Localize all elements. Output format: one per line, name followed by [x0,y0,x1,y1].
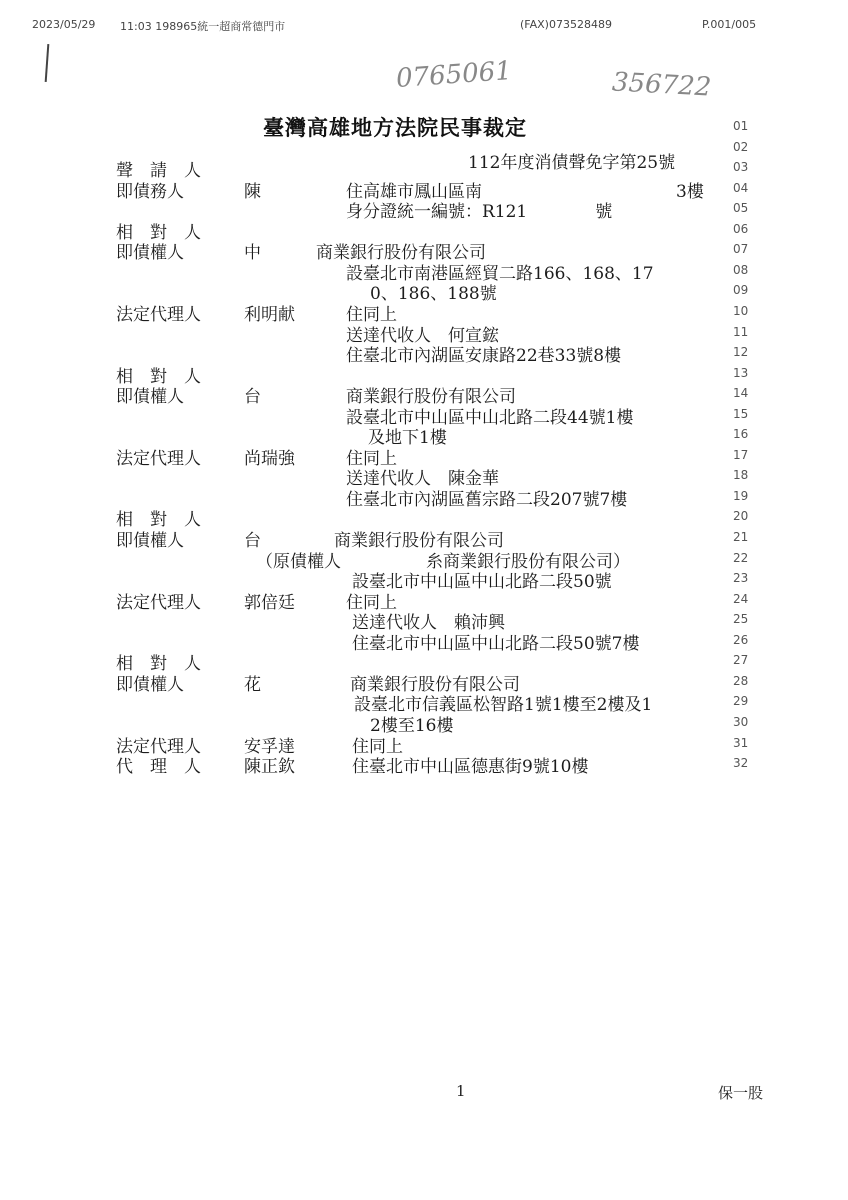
party-detail: 0、186、188號 [370,284,497,305]
fax-date: 2023/05/29 [32,18,96,31]
line-number: 03 [733,160,749,175]
party-detail-tail: 3樓 [676,181,704,202]
party-detail: 商業銀行股份有限公司 [334,531,504,551]
party-detail: 住高雄市鳳山區南 [346,181,482,202]
party-role: 即債權人 [116,531,184,551]
line-number: 19 [733,488,749,503]
party-detail: 送達代收人 陳金華 [346,469,499,490]
party-name: 安孚達 [244,736,295,757]
party-detail: 住同上 [352,736,403,757]
party-name: 台 [244,531,261,551]
party-detail: 商業銀行股份有限公司 [316,243,486,264]
party-detail: 身分證統一編號：R121 號 [346,202,613,223]
line-number: 30 [733,714,749,729]
party-detail: （原債權人 糸商業銀行股份有限公司） [256,551,630,572]
party-detail: 住同上 [346,304,397,325]
line-number: 27 [733,653,749,668]
line-number: 05 [733,201,749,216]
party-role: 即債權人 [116,674,184,695]
line-number: 15 [733,406,749,421]
party-detail: 及地下1樓 [368,428,447,449]
party-role: 相 對 人 [116,366,201,387]
case-number: 112年度消債聲免字第25號 [468,153,676,173]
party-name: 陳正欽 [244,757,295,778]
party-detail: 設臺北市中山區中山北路二段44號1樓 [346,407,634,428]
line-number: 17 [733,447,749,462]
party-name: 台 [244,387,261,408]
line-number: 16 [733,427,749,442]
line-number: 24 [733,591,749,606]
party-detail: 2樓至16樓 [370,715,454,736]
line-number: 07 [733,242,749,257]
handwritten-number-right: 356722 [611,67,712,103]
line-number: 12 [733,345,749,360]
line-number: 11 [733,324,749,339]
line-number: 01 [733,119,749,133]
party-role: 相 對 人 [116,510,201,531]
line-number: 08 [733,262,749,277]
party-name: 尚瑞強 [244,448,295,469]
fax-time-sender: 11:03 198965統一超商常德門市 [120,20,286,33]
fax-page: P.001/005 [702,18,757,31]
line-number: 13 [733,365,749,380]
party-detail: 住臺北市中山區中山北路二段50號7樓 [352,633,640,654]
line-number: 14 [733,386,749,401]
party-detail: 設臺北市南港區經貿二路166、168、17 [346,263,654,284]
party-detail: 住臺北市內湖區舊宗路二段207號7樓 [346,489,628,510]
party-name: 郭倍廷 [244,592,295,613]
party-detail: 商業銀行股份有限公司 [350,674,520,695]
party-name: 利明献 [244,304,295,325]
line-number: 25 [733,612,749,627]
line-number: 29 [733,694,749,709]
party-role: 法定代理人 [116,448,201,469]
party-detail: 住同上 [346,592,397,613]
line-number: 09 [733,283,749,298]
party-role: 法定代理人 [116,592,201,613]
party-role: 聲 請 人 [116,161,201,182]
party-role: 相 對 人 [116,654,201,675]
party-detail: 送達代收人 何宣鋐 [346,325,499,346]
party-detail: 住同上 [346,448,397,469]
party-detail: 住臺北市中山區德惠街9號10樓 [352,757,589,778]
party-role: 即債權人 [116,243,184,264]
party-detail: 住臺北市內湖區安康路22巷33號8樓 [346,346,622,367]
party-role: 相 對 人 [116,222,201,243]
party-role: 即債務人 [116,181,184,202]
line-number: 20 [733,509,749,524]
fax-number: (FAX)073528489 [520,18,612,31]
party-role: 法定代理人 [116,736,201,757]
line-number: 22 [733,550,749,565]
line-number: 06 [733,221,749,236]
line-number: 02 [733,139,749,154]
division-label: 保一股 [718,1084,764,1102]
page-number: 1 [456,1082,466,1100]
party-role: 即債權人 [116,387,184,408]
party-name: 陳 [244,181,261,202]
line-number: 04 [733,180,749,195]
line-number: 31 [733,735,749,750]
party-role: 法定代理人 [116,304,201,325]
party-detail: 設臺北市信義區松智路1號1樓至2樓及1 [354,695,653,716]
party-detail: 送達代收人 賴沛興 [352,613,505,634]
party-name: 中 [244,243,261,264]
party-detail: 商業銀行股份有限公司 [346,387,516,408]
document-title: 臺灣高雄地方法院民事裁定 [263,115,527,140]
line-number: 26 [733,632,749,647]
line-number: 21 [733,530,749,544]
party-name: 花 [244,674,261,695]
line-number: 10 [733,303,749,318]
handwritten-number-left: 0765061 [395,55,513,95]
line-number: 32 [733,756,749,771]
party-role: 代 理 人 [116,757,201,778]
line-number: 28 [733,673,749,688]
line-number: 18 [733,468,749,483]
line-number: 23 [733,571,749,586]
party-detail: 設臺北市中山區中山北路二段50號 [352,572,612,593]
margin-mark [45,44,50,82]
